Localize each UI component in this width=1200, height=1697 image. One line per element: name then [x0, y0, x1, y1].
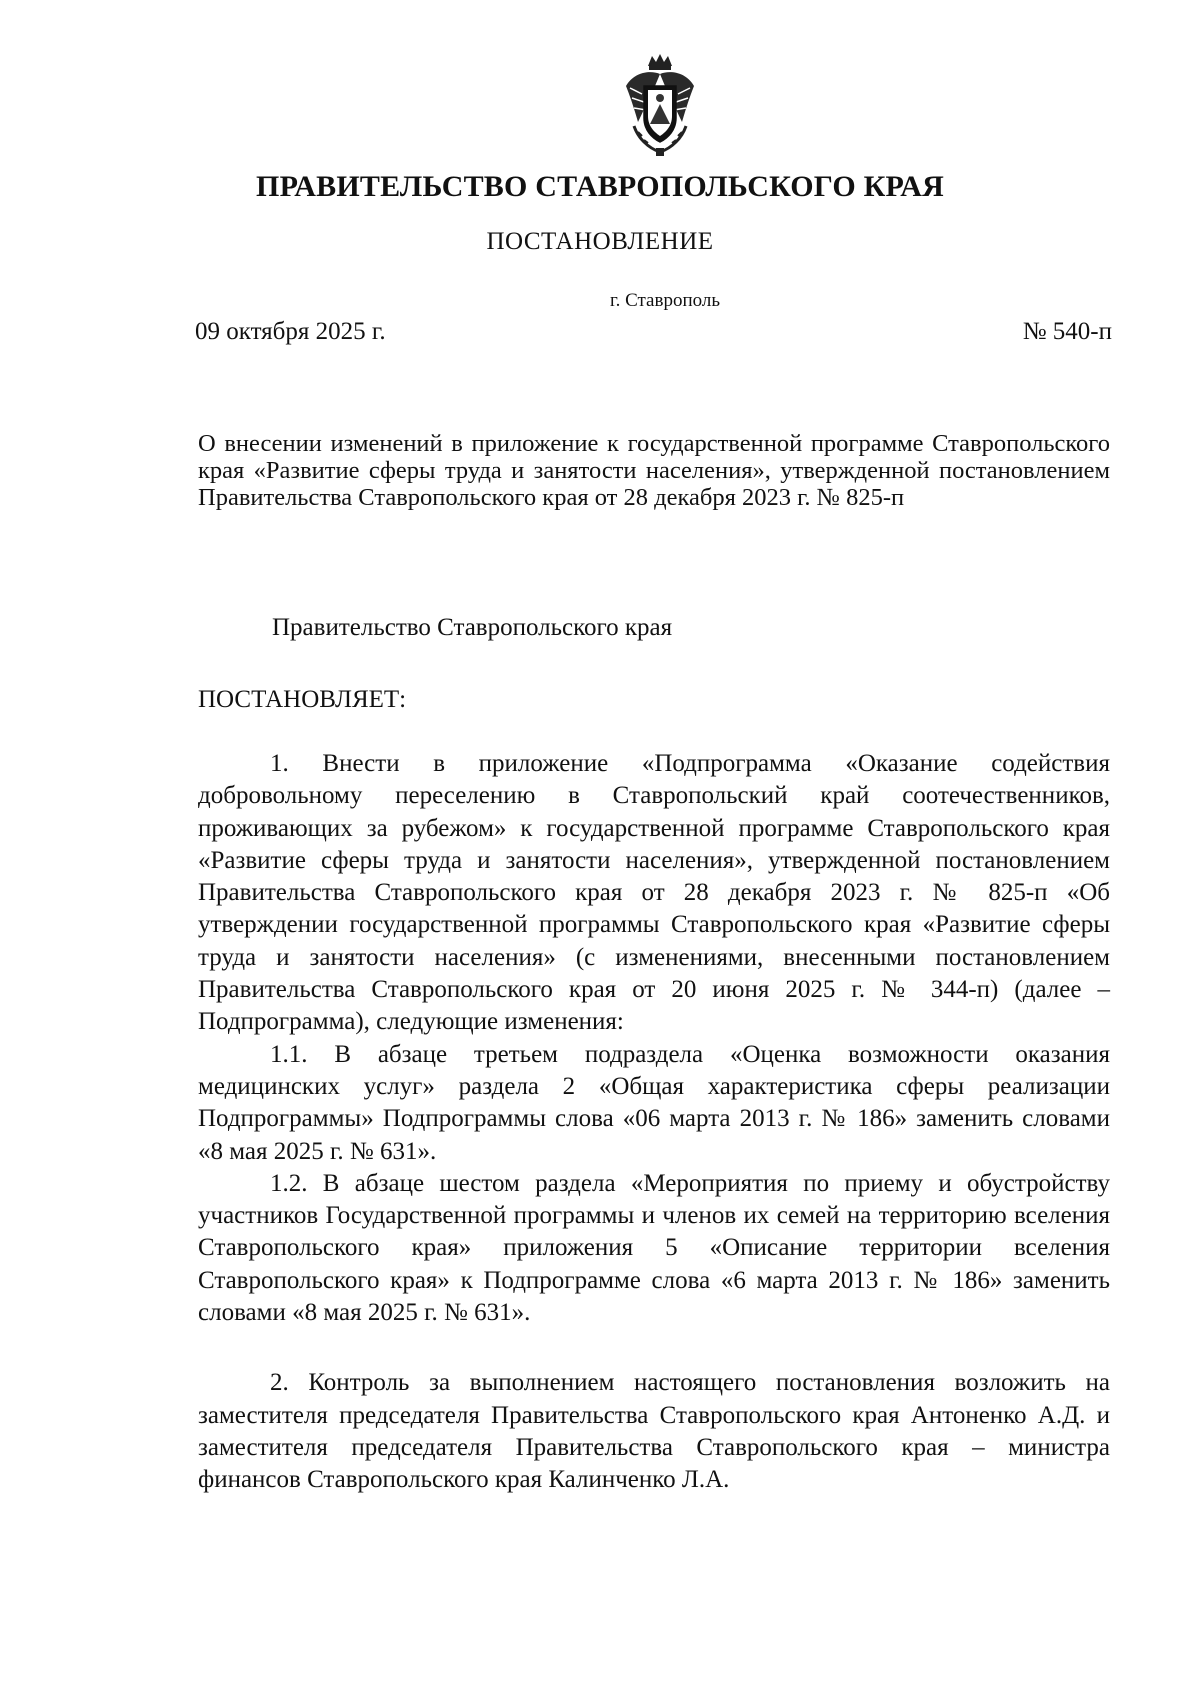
- resolves-heading: ПОСТАНОВЛЯЕТ:: [198, 686, 407, 713]
- organization-title: ПРАВИТЕЛЬСТВО СТАВРОПОЛЬСКОГО КРАЯ: [256, 170, 944, 203]
- stavropol-coat-of-arms-icon: [620, 52, 700, 157]
- city-label: г. Ставрополь: [609, 290, 721, 311]
- document-number: № 540-п: [1022, 318, 1112, 345]
- government-line: Правительство Ставропольского края: [272, 614, 673, 641]
- document-type: ПОСТАНОВЛЕНИЕ: [486, 228, 714, 255]
- paragraph-1-1: 1.1. В абзаце третьем подраздела «Оценка возможности оказания медицинских услуг» раздела 2 «Общая характеристика сферы реализации Подпрограммы» Подпрограммы слова «06 марта 2013 г. № 186» заменить словами «8 мая 2025 г. № 631».: [198, 1040, 1110, 1165]
- paragraph-2: 2. Контроль за выполнением настоящего постановления возложить на заместителя председателя Правительства Ставропольского края Антоненко А.Д. и заместителя председателя Правительства Ставропольского края – министра финансов Ставропольского края Калинченко Л.А.: [198, 1369, 1110, 1494]
- paragraph-1: 1. Внести в приложение «Подпрограмма «Оказание содействия добровольному переселению в Ставропольский край соотечественников, проживающих за рубежом» к государственной программе Ставропольского края «Развитие сферы труда и занятости населения», утвержденной постановлением Правительства Ставропольского края от 28 декабря 2023 г. № 825-п «Об утверждении государственной программы Ставропольского края «Развитие сферы труда и занятости населения» (с изменениями, внесенными постановлением Правительства Ставропольского края от 20 июня 2025 г. № 344-п) (далее – Подпрограмма), следующие изменения:: [198, 750, 1110, 1036]
- paragraph-1-2: 1.2. В абзаце шестом раздела «Мероприятия по приему и обустройству участников Государственной программы и членов их семей на территорию вселения Ставропольского края» приложения 5 «Описание территории вселения Ставропольского края» к Подпрограмме слова «6 марта 2013 г. № 186» заменить словами «8 мая 2025 г. № 631».: [198, 1169, 1110, 1327]
- document-date: 09 октября 2025 г.: [195, 318, 386, 345]
- document-subject: О внесении изменений в приложение к государственной программе Ставропольского края «Развитие сферы труда и занятости населения», утвержденной постановлением Правительства Ставропольского края от 28 декабря 2023 г. № 825-п: [198, 430, 1110, 511]
- document-body: [198, 748, 1110, 1497]
